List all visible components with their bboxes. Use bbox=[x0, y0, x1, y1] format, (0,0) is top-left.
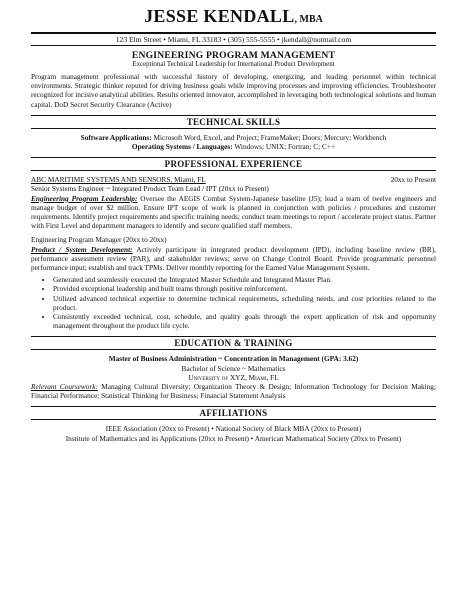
os-line bbox=[31, 142, 436, 151]
role-1-label: Engineering Program Leadership: bbox=[31, 193, 138, 203]
employer-row bbox=[31, 175, 436, 184]
role-title-2: Engineering Program Manager (20xx to 20xx) bbox=[31, 235, 167, 245]
affiliation-line-2: Institute of Mathematics and its Applications (20xx to Present) • American Mathematical Society (20xx to Present) bbox=[65, 433, 402, 443]
achievement-list bbox=[31, 275, 436, 330]
software-label: Software Applications: bbox=[80, 132, 152, 142]
role-description-2 bbox=[31, 245, 436, 273]
coursework-label: Relevant Coursework: bbox=[31, 382, 98, 392]
section-heading-education: EDUCATION & TRAINING bbox=[31, 336, 436, 350]
employer-name: ABC MARITIME SYSTEMS AND SENSORS, Miami, FL bbox=[31, 175, 206, 185]
contact-divider bbox=[31, 45, 436, 46]
summary-paragraph: Program management professional with successful history of developing, energizing, and leading personnel within technical environments. Strategic thinker reputed for driving business goals while improving processes and improving efficiencies. Troubleshooter recognized for incisive analytical abilities. Results oriented innovator, accomplished in leveraging both technological solutions and human capital. DoD Secret Security Clearance (Active) bbox=[31, 72, 436, 109]
degree-mba: Master of Business Administration ~ Concentration in Management (GPA: 3.62) bbox=[108, 354, 359, 364]
name-text: JESSE KENDALL bbox=[144, 6, 295, 26]
achievement-item: • Generated and seamlessly executed the Integrated Master Schedule and Integrated Master Plan. bbox=[53, 275, 436, 284]
software-value: Microsoft Word, Excel, and Project; FrameMaker; Doors; Mercury; Workbench bbox=[151, 132, 387, 142]
contact-line: 123 Elm Street • Miami, FL 33183 • (305) 555-5555 • jkendall@notmail.com bbox=[115, 35, 352, 44]
section-heading-technical: TECHNICAL SKILLS bbox=[31, 115, 436, 129]
section-heading-affiliations: AFFILIATIONS bbox=[31, 406, 436, 420]
headline-subtitle: Exceptional Technical Leadership for International Product Development bbox=[132, 61, 335, 68]
os-value: Windows; UNIX; Fortran; C; C++ bbox=[232, 142, 336, 152]
section-heading-experience: PROFESSIONAL EXPERIENCE bbox=[31, 157, 436, 171]
credential-text: , MBA bbox=[294, 14, 323, 25]
software-line bbox=[31, 133, 436, 142]
school-name: University of XYZ, Miami, FL bbox=[188, 372, 279, 382]
role-description-1 bbox=[31, 194, 436, 231]
achievement-item: • Utilized advanced technical expertise to determine technical requirements, scheduling needs, and cost priorities related to the product. bbox=[53, 294, 436, 312]
affiliation-line-1: IEEE Association (20xx to Present) • National Society of Black MBA (20xx to Present) bbox=[105, 424, 362, 434]
role-title-1: Senior Systems Engineer ~ Integrated Product Team Lead / IPT (20xx to Present) bbox=[31, 184, 269, 194]
employer-dates: 20xx to Present bbox=[390, 175, 436, 185]
coursework-text: Managing Cultural Diversity; Organization Theory & Design; Information Technology for Decision Making; Financial Performance; Statistical Thinking for Business; Financial Statement Analysis bbox=[31, 382, 436, 401]
role-1-text: Oversee the AEGIS Combat System-Japanese baseline (J5); lead a team of twelve engineers and manage budget of over $2 million. Ensure IPT scope of work is planned in conjunction with policies / procedures and customer requirements. Identify project requirements and specific training needs; conduct team meetings to report / accelerate project status. Partner with First Level and department managers to identify and secure qualified staff members. bbox=[31, 193, 436, 231]
achievement-item: • Consistently exceeded technical, cost, schedule, and quality goals through the expert application of risk and opportunity management throughout the product life cycle. bbox=[53, 312, 436, 330]
candidate-name bbox=[31, 6, 436, 30]
os-label: Operating Systems / Languages: bbox=[131, 142, 233, 152]
header-divider bbox=[31, 32, 436, 34]
headline-title: ENGINEERING PROGRAM MANAGEMENT bbox=[131, 50, 336, 61]
achievement-item: • Provided exceptional leadership and built teams through positive reinforcement. bbox=[53, 284, 436, 293]
role-2-text: Actively participate in integrated product development (IPD), including baseline review (BR), performance assessment review (PAR), and stakeholder reviews; serve on Change Control Board. Provide programmatic personnel performance input; establish and track TPMs. Deliver monthly reporting for the Earned Value Management System. bbox=[31, 244, 436, 273]
degree-bs: Bachelor of Science ~ Mathematics bbox=[181, 363, 286, 373]
role-2-label: Product / System Development: bbox=[31, 244, 133, 254]
coursework-line bbox=[31, 382, 436, 400]
